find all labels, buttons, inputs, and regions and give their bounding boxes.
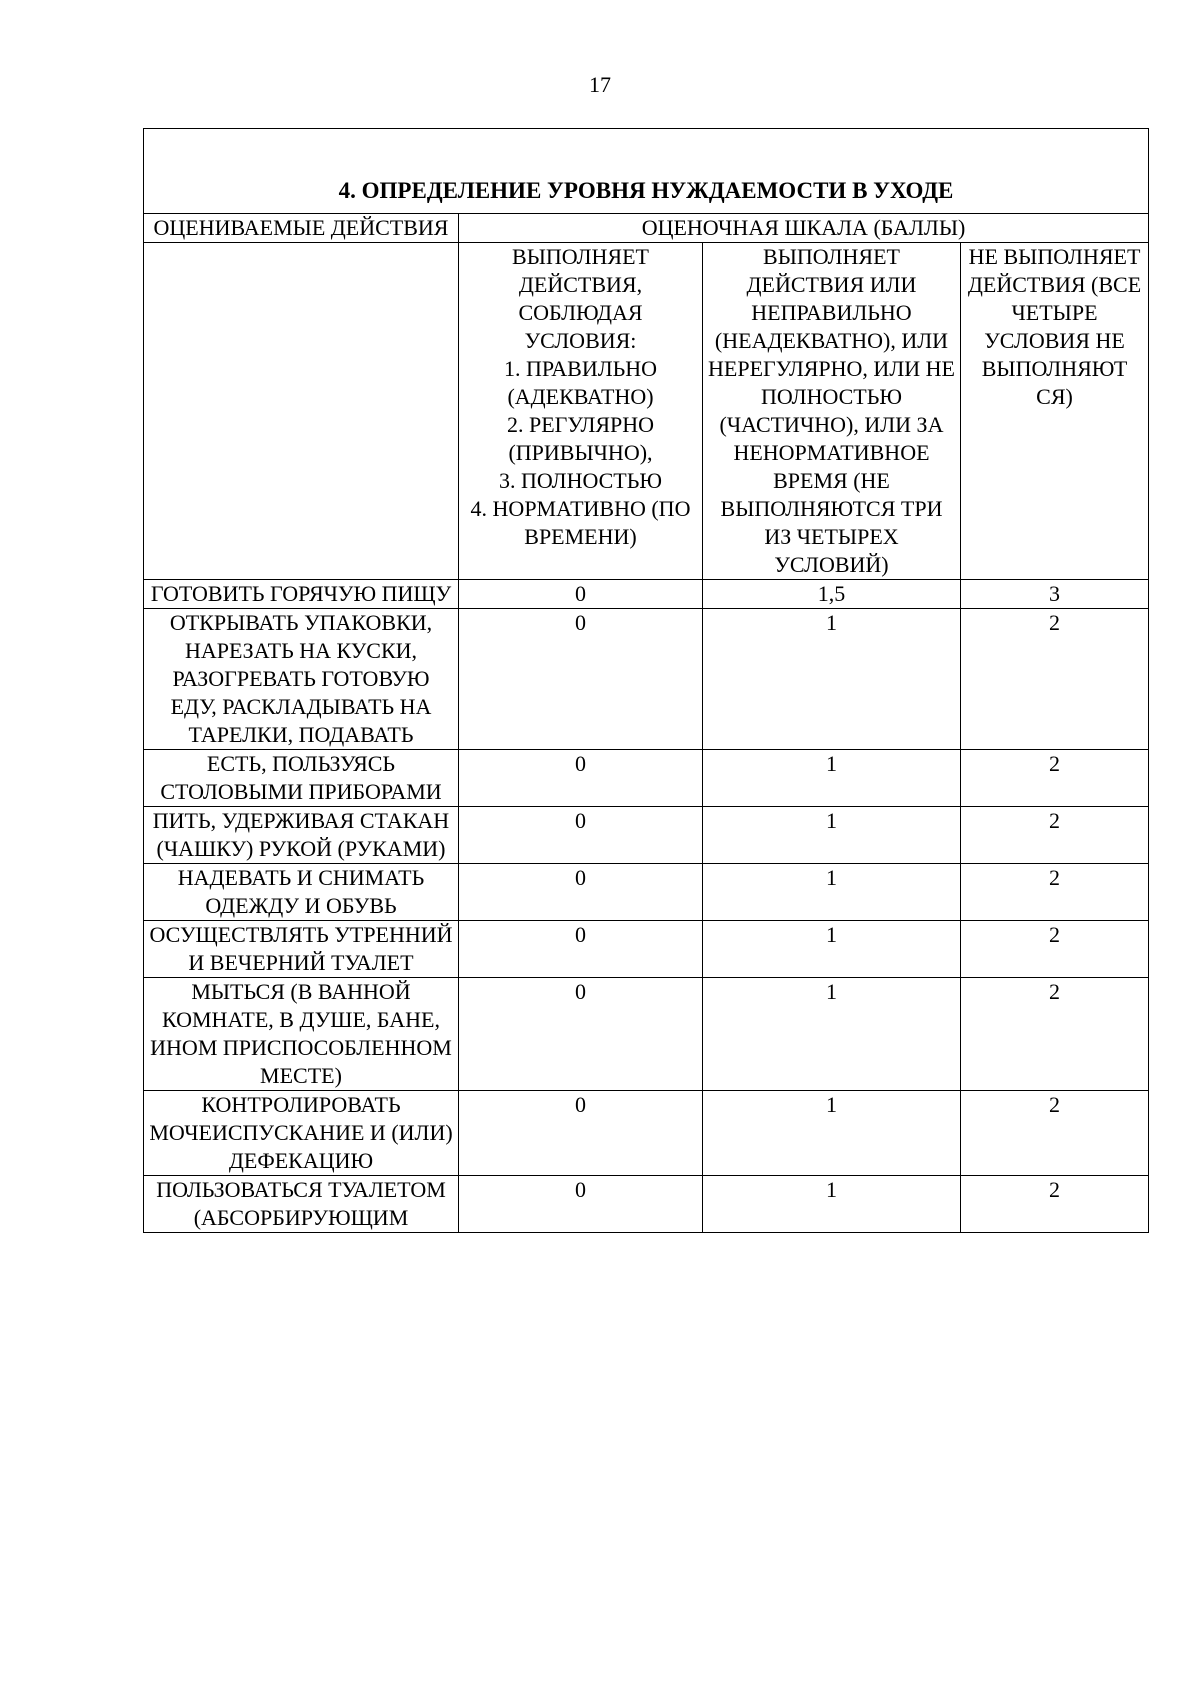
section-title: 4. ОПРЕДЕЛЕНИЕ УРОВНЯ НУЖДАЕМОСТИ В УХОДЕ — [144, 129, 1149, 214]
scale-line: 3. ПОЛНОСТЬЮ — [498, 468, 662, 493]
table-row — [144, 921, 1149, 978]
action-cell: ОСУЩЕСТВЛЯТЬ УТРЕННИЙ И ВЕЧЕРНИЙ ТУАЛЕТ — [144, 921, 459, 978]
score-cell: 0 — [459, 1091, 703, 1176]
score-cell: 2 — [961, 609, 1149, 750]
score-cell: 1 — [703, 921, 961, 978]
scale-definition-partial — [703, 243, 961, 580]
score-cell: 2 — [961, 750, 1149, 807]
action-cell: ПОЛЬЗОВАТЬСЯ ТУАЛЕТОМ (АБСОРБИРУЮЩИМ — [144, 1176, 459, 1233]
scale-line: ВЫПОЛНЯЕТ ДЕЙСТВИЯ, СОБЛЮДАЯ УСЛОВИЯ: — [512, 244, 649, 353]
score-cell: 0 — [459, 1176, 703, 1233]
table-row — [144, 609, 1149, 750]
action-cell: ОТКРЫВАТЬ УПАКОВКИ, НАРЕЗАТЬ НА КУСКИ, РАЗОГРЕВАТЬ ГОТОВУЮ ЕДУ, РАСКЛАДЫВАТЬ НА ТАРЕЛКИ, ПОДАВАТЬ — [144, 609, 459, 750]
scale-definition-none — [961, 243, 1149, 580]
score-cell: 1 — [703, 807, 961, 864]
scale-line: НЕ ВЫПОЛНЯЕТ ДЕЙСТВИЯ (ВСЕ ЧЕТЫРЕ УСЛОВИЯ НЕ ВЫПОЛНЯЮТ СЯ) — [967, 244, 1142, 409]
score-cell: 2 — [961, 1091, 1149, 1176]
action-cell: НАДЕВАТЬ И СНИМАТЬ ОДЕЖДУ И ОБУВЬ — [144, 864, 459, 921]
score-cell: 2 — [961, 1176, 1149, 1233]
table-row — [144, 750, 1149, 807]
action-cell: ГОТОВИТЬ ГОРЯЧУЮ ПИЩУ — [144, 580, 459, 609]
scale-line: 4. НОРМАТИВНО (ПО ВРЕМЕНИ) — [470, 496, 691, 549]
scale-line: 1. ПРАВИЛЬНО (АДЕКВАТНО) — [503, 356, 658, 409]
table-row — [144, 807, 1149, 864]
score-cell: 1 — [703, 864, 961, 921]
score-cell: 1,5 — [703, 580, 961, 609]
score-cell: 2 — [961, 978, 1149, 1091]
scale-definition-full — [459, 243, 703, 580]
score-cell: 1 — [703, 978, 961, 1091]
score-cell: 0 — [459, 609, 703, 750]
score-cell: 2 — [961, 921, 1149, 978]
action-cell: КОНТРОЛИРОВАТЬ МОЧЕИСПУСКАНИЕ И (ИЛИ) ДЕФЕКАЦИЮ — [144, 1091, 459, 1176]
score-cell: 2 — [961, 807, 1149, 864]
score-cell: 0 — [459, 750, 703, 807]
score-cell: 0 — [459, 580, 703, 609]
score-cell: 3 — [961, 580, 1149, 609]
table-row — [144, 1176, 1149, 1233]
needs-assessment-table — [143, 128, 1149, 1233]
table-row — [144, 978, 1149, 1091]
table-row — [144, 580, 1149, 609]
section-title-row — [144, 129, 1149, 214]
scale-line: ВЫПОЛНЯЕТ ДЕЙСТВИЯ ИЛИ НЕПРАВИЛЬНО (НЕАДЕКВАТНО), ИЛИ НЕРЕГУЛЯРНО, ИЛИ НЕ ПОЛНОСТЬЮ (ЧАСТИЧНО), ИЛИ ЗА НЕНОРМАТИВНОЕ ВРЕМЯ (НЕ ВЫПОЛНЯЮТСЯ ТРИ ИЗ ЧЕТЫРЕХ УСЛОВИЙ) — [708, 244, 955, 577]
action-cell: МЫТЬСЯ (В ВАННОЙ КОМНАТЕ, В ДУШЕ, БАНЕ, ИНОМ ПРИСПОСОБЛЕННОМ МЕСТЕ) — [144, 978, 459, 1091]
score-cell: 0 — [459, 864, 703, 921]
score-cell: 1 — [703, 1176, 961, 1233]
action-cell: ПИТЬ, УДЕРЖИВАЯ СТАКАН (ЧАШКУ) РУКОЙ (РУКАМИ) — [144, 807, 459, 864]
score-cell: 2 — [961, 864, 1149, 921]
score-cell: 0 — [459, 807, 703, 864]
header-row — [144, 214, 1149, 243]
score-cell: 1 — [703, 750, 961, 807]
scale-definitions-row — [144, 243, 1149, 580]
page-number: 17 — [589, 72, 611, 97]
score-cell: 1 — [703, 609, 961, 750]
scale-column-header: ОЦЕНОЧНАЯ ШКАЛА (БАЛЛЫ) — [459, 214, 1149, 243]
action-cell: ЕСТЬ, ПОЛЬЗУЯСЬ СТОЛОВЫМИ ПРИБОРАМИ — [144, 750, 459, 807]
scale-line: 2. РЕГУЛЯРНО (ПРИВЫЧНО), — [506, 412, 655, 465]
actions-column-header: ОЦЕНИВАЕМЫЕ ДЕЙСТВИЯ — [144, 214, 459, 243]
table-row — [144, 864, 1149, 921]
score-cell: 0 — [459, 978, 703, 1091]
score-cell: 1 — [703, 1091, 961, 1176]
score-cell: 0 — [459, 921, 703, 978]
table-row — [144, 1091, 1149, 1176]
empty-cell — [144, 243, 459, 580]
